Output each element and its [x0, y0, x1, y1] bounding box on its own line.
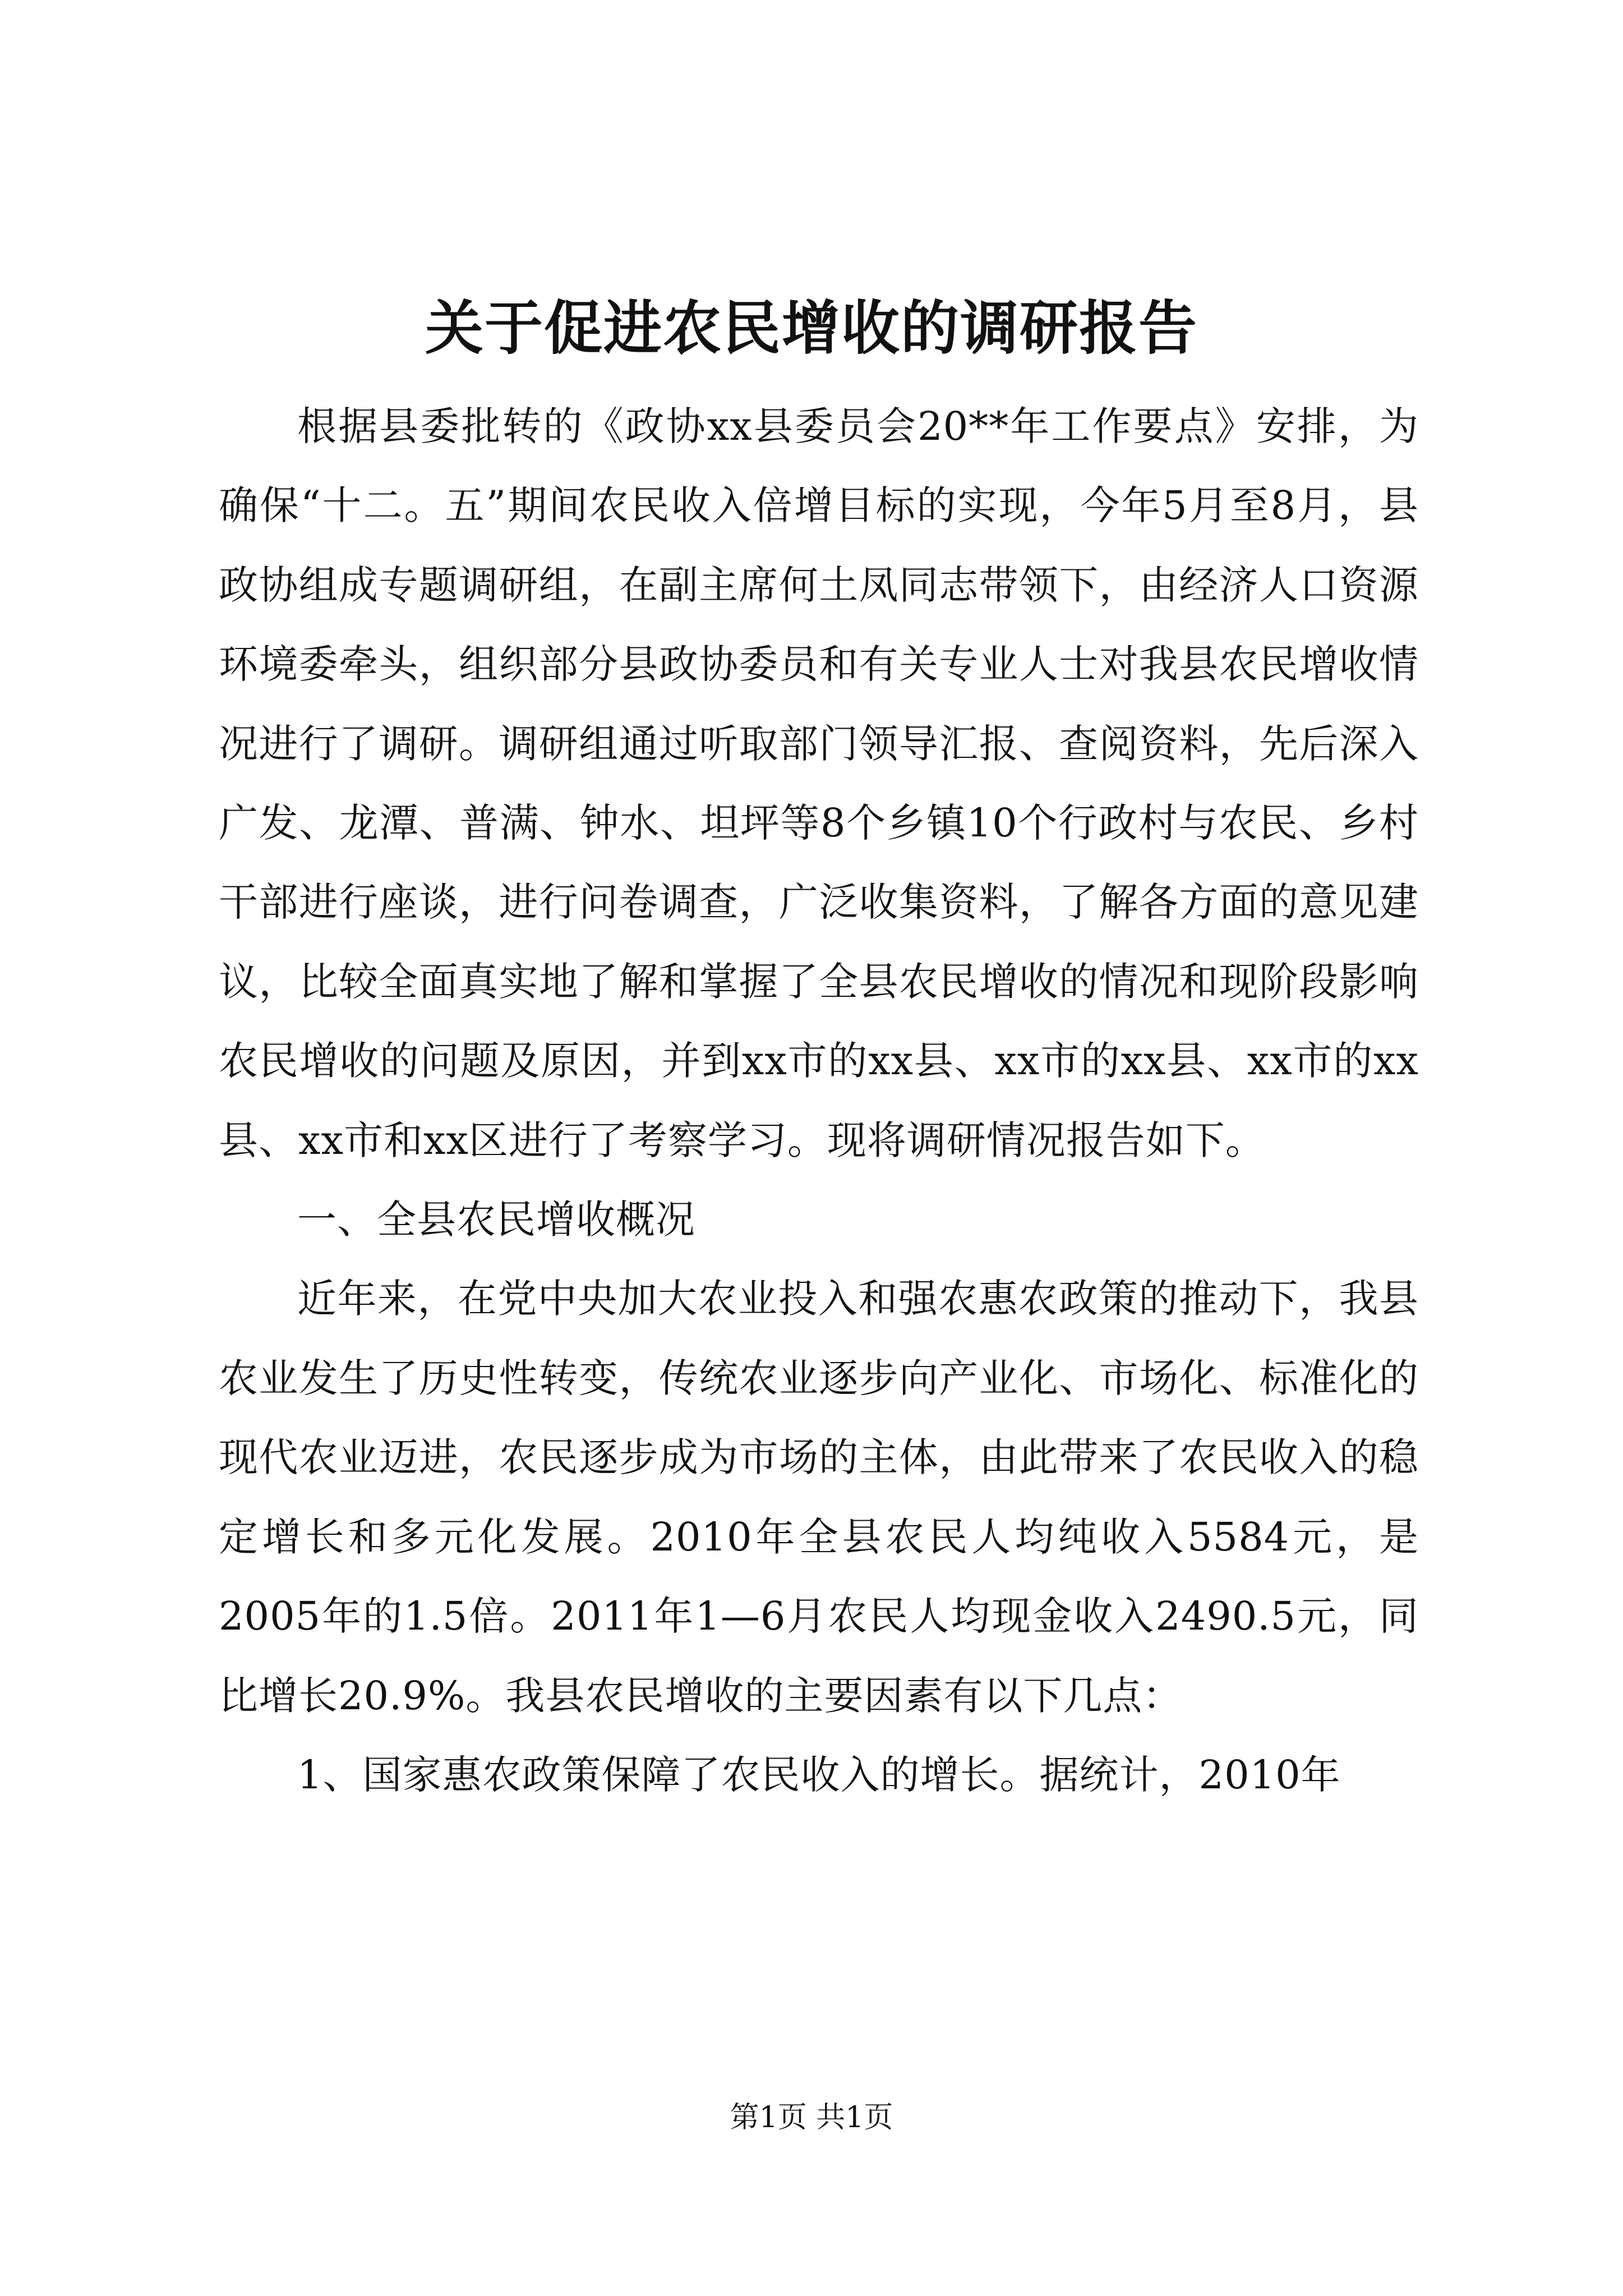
- overview-paragraph: 近年来，在党中央加大农业投入和强农惠农政策的推动下，我县农业发生了历史性转变，传统农业逐步向产业化、市场化、标准化的现代农业迈进，农民逐步成为市场的主体，由此带来了农民收入的稳定增长和多元化发展。2010年全县农民人均纯收入5584元，是2005年的1.5倍。2011年1—6月农民人均现金收入2490.5元，同比增长20.9%。我县农民增收的主要因素有以下几点：: [219, 1276, 1419, 1719]
- page-footer: 第1页 共1页: [730, 2101, 893, 2134]
- document-title: 关于促进农民增收的调研报告: [425, 293, 1198, 362]
- document-body: [219, 387, 1419, 1815]
- section-heading: 一、全县农民增收概况: [297, 1197, 695, 1243]
- intro-paragraph: 根据县委批转的《政协xx县委员会20**年工作要点》安排，为确保“十二。五”期间农民收入倍增目标的实现，今年5月至8月，县政协组成专题调研组，在副主席何土凤同志带领下，由经济人口资源环境委牵头，组织部分县政协委员和有关专业人士对我县农民增收情况进行了调研。调研组通过听取部门领导汇报、查阅资料，先后深入广发、龙潭、普满、钟水、坦坪等8个乡镇10个行政村与农民、乡村干部进行座谈，进行问卷调查，广泛收集资料，了解各方面的意见建议，比较全面真实地了解和掌握了全县农民增收的情况和现阶段影响农民增收的问题及原因，并到xx市的xx县、xx市的xx县、xx市的xx县、xx市和xx区进行了考察学习。现将调研情况报告如下。: [219, 403, 1419, 1163]
- point-1-paragraph: 1、国家惠农政策保障了农民收入的增长。据统计，2010年: [297, 1751, 1341, 1798]
